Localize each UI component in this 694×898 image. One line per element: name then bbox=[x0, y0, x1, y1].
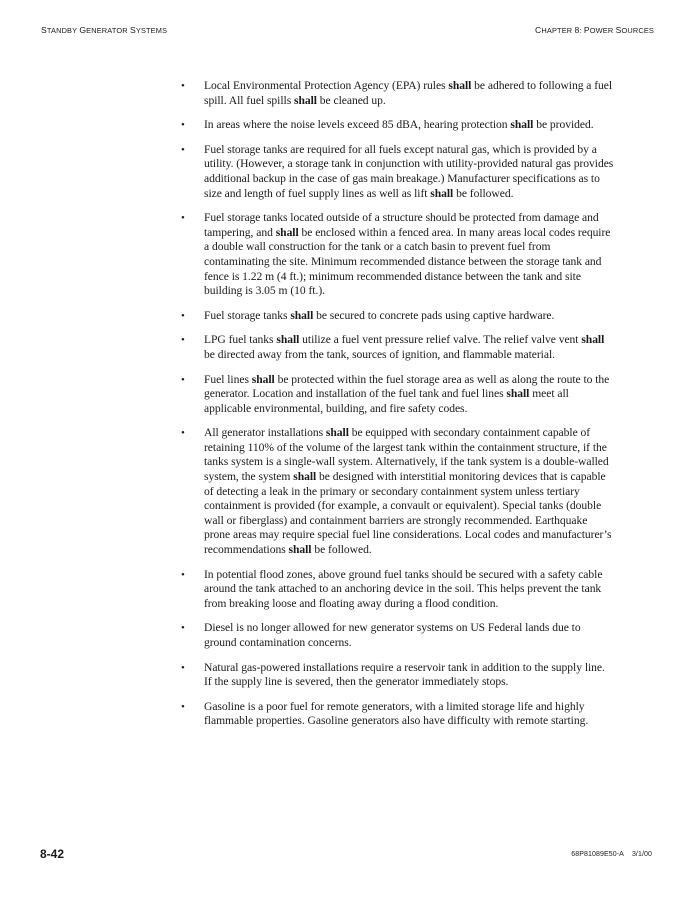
bold-keyword: shall bbox=[510, 118, 534, 132]
bold-keyword: shall bbox=[448, 79, 472, 92]
body-content bbox=[178, 79, 614, 739]
bullet-text: be followed. bbox=[453, 186, 514, 200]
page-number: 8-42 bbox=[40, 847, 65, 861]
bullet-text: be directed away from the tank, sources of ignition, and flammable material. bbox=[204, 347, 555, 361]
bullet-text: In potential flood zones, above ground fuel tanks should be secured with a safety cable around the tank attached to an anchoring device in the soil. This helps prevent the tank from breaking loose and floating away during a flood condition. bbox=[204, 567, 603, 610]
bullet-text: Local Environmental Protection Agency (EPA) rules bbox=[204, 79, 449, 92]
document-number: 68P81089E50-A bbox=[571, 851, 624, 858]
bold-keyword: shall bbox=[275, 225, 299, 239]
bullet-dot-icon: • bbox=[181, 661, 185, 674]
bullet-text: Fuel lines bbox=[204, 372, 252, 386]
bold-keyword: shall bbox=[325, 426, 349, 440]
bullet-dot-icon: • bbox=[181, 143, 185, 156]
bullet-item bbox=[178, 333, 614, 362]
bullet-text: Fuel storage tanks located outside of a structure should be protected from damage and tampering, and bbox=[204, 211, 599, 239]
bullet-text: be designed with interstitial monitoring devices that is capable of detecting a leak in the primary or secondary containment system unless tertiary containment is provided (for example, a convault or equivalent). Special tanks (double wall or fiberglass) and containment barriers are strongly recommended. Earthquake prone areas may require special fuel line considerations. Local codes and manufacturer’s recommendations bbox=[204, 470, 612, 557]
bullet-item bbox=[178, 309, 614, 324]
bullet-list bbox=[178, 79, 614, 729]
bullet-text: be secured to concrete pads using captive hardware. bbox=[313, 308, 555, 322]
bullet-text: be adhered to following a fuel spill. All fuel spills bbox=[204, 79, 613, 107]
document-info bbox=[571, 851, 652, 858]
bullet-item bbox=[178, 118, 614, 133]
bullet-text: be cleaned up. bbox=[316, 93, 386, 107]
bullet-text: be equipped with secondary containment capable of retaining 110% of the volume of the largest tank within the containment structure, if the tanks system is a single-wall system. Alternatively, if the tank system is a double-walled system, the system bbox=[204, 426, 609, 484]
bold-keyword: shall bbox=[293, 470, 317, 484]
bullet-item bbox=[178, 700, 614, 729]
bold-keyword: shall bbox=[290, 308, 314, 322]
bullet-dot-icon: • bbox=[181, 622, 185, 635]
bold-keyword: shall bbox=[251, 372, 275, 386]
bullet-item bbox=[178, 143, 614, 201]
bullet-text: be protected within the fuel storage area as well as along the route to the generator. Location and installation of the fuel tank and fuel lines bbox=[204, 372, 610, 401]
bullet-dot-icon: • bbox=[181, 119, 185, 132]
bullet-item bbox=[178, 79, 614, 108]
running-header-right: CHAPTER 8: POWER SOURCES bbox=[535, 25, 654, 35]
bullet-text: be followed. bbox=[311, 543, 372, 557]
bullet-dot-icon: • bbox=[181, 568, 185, 581]
bullet-text: Diesel is no longer allowed for new generator systems on US Federal lands due to ground contamination concerns. bbox=[204, 621, 581, 649]
bullet-dot-icon: • bbox=[181, 334, 185, 347]
bullet-dot-icon: • bbox=[181, 427, 185, 440]
bullet-dot-icon: • bbox=[181, 212, 185, 225]
bullet-item bbox=[178, 426, 614, 557]
bullet-text: Fuel storage tanks are required for all fuels except natural gas, which is provided by a utility. (However, a storage tank in conjunction with utility-provided natural gas provides additional backup in the case of gas main breakage.) Manufacturer specifications as to size and length of fuel supply lines as well as lift bbox=[204, 142, 614, 200]
bullet-text: be enclosed within a fenced area. In many areas local codes require a double wall construction for the tank or a catch basin to prevent fuel from contaminating the site. Minimum recommended distance between the storage tank and fence is 1.22 m (4 ft.); minimum recommended distance between the tank and site building is 3.05 m (10 ft.). bbox=[204, 225, 611, 298]
bullet-text: Gasoline is a poor fuel for remote generators, with a limited storage life and highly flammable properties. Gasoline generators also have difficulty with remote starting. bbox=[204, 699, 589, 728]
bullet-text: be provided. bbox=[533, 118, 594, 132]
running-header-left: STANDBY GENERATOR SYSTEMS bbox=[41, 25, 168, 35]
bullet-text: LPG fuel tanks bbox=[204, 333, 277, 347]
bullet-text: In areas where the noise levels exceed 85 dBA, hearing protection bbox=[204, 118, 511, 132]
bold-keyword: shall bbox=[288, 543, 312, 557]
bullet-item bbox=[178, 211, 614, 299]
bullet-item bbox=[178, 568, 614, 612]
bold-keyword: shall bbox=[276, 333, 300, 347]
bullet-text: Natural gas-powered installations require a reservoir tank in addition to the supply line. If the supply line is severed, then the generator immediately stops. bbox=[204, 660, 605, 689]
bullet-item bbox=[178, 661, 614, 690]
bullet-dot-icon: • bbox=[181, 309, 185, 322]
bullet-item bbox=[178, 621, 614, 650]
bullet-dot-icon: • bbox=[181, 373, 185, 386]
bold-keyword: shall bbox=[581, 333, 605, 347]
document-date: 3/1/00 bbox=[631, 851, 652, 858]
bullet-text: All generator installations bbox=[204, 426, 326, 440]
bold-keyword: shall bbox=[430, 186, 454, 200]
bold-keyword: shall bbox=[506, 387, 530, 401]
bullet-dot-icon: • bbox=[181, 700, 185, 713]
bullet-item bbox=[178, 373, 614, 417]
bullet-text: meet all applicable environmental, building, and fire safety codes. bbox=[204, 387, 569, 415]
bullet-text: utilize a fuel vent pressure relief valve. The relief valve vent bbox=[299, 333, 582, 347]
bold-keyword: shall bbox=[294, 93, 317, 107]
bullet-dot-icon: • bbox=[181, 80, 185, 92]
bullet-text: Fuel storage tanks bbox=[204, 308, 291, 322]
